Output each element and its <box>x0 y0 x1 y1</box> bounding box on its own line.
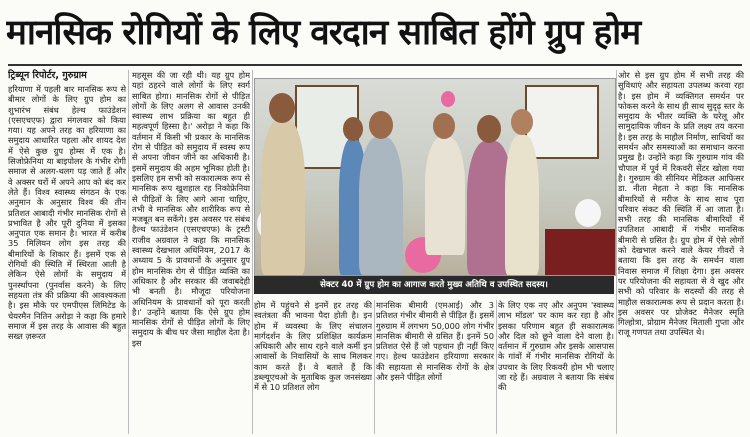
event-photo <box>254 78 616 276</box>
person-head <box>433 113 455 139</box>
column-divider <box>496 300 497 434</box>
article-column-1: हरियाणा में पहली बार मानसिक रूप से बीमार लोगों के लिए ग्रुप होम का शुभारंभ संबंध हेल्थ फाउंडेशन (एसएचएफ) द्वारा मंगलवार को किया गया। यह अपने तरह का हरियाणा का समुदाय आधारित पहला और शायद देश में ऐसे कुछ ग्रुप होम्स में एक है। सिजोफ्रेनिया या बाइपोलर के गंभीर रोगी समाज से अलग-थलग पड़ जाते हैं और वे अक्सर घरों में अपने आप को बंद कर लेते हैं। विश्व स्वास्थ्य संगठन के एक अनुमान के अनुसार विश्व की तीन प्रतिशत आबादी गंभीर मानसिक रोगों से प्रभावित है और पूरी दुनिया में इसका अनुपात एक समान है। भारत में करीब 35 मिलियन लोग इस तरह की बीमारियों के शिकार हैं। इसमें एक से रोगियों की स्थिति में स्थिरता आती है लेकिन ऐसे लोगों के समुदाय में पुनर्स्थापना (पुनर्वास करने) के लिए सहयता तंत्र की प्रक्रिया की आवश्यकता है। इस मौके पर एमपीएस लिमिटेड के चेयरमैन नितिन अरोड़ा ने कहा कि हमारे समाज में इस तरह के आवास की बहुत सख्त ज़रूरत <box>8 84 126 342</box>
person-head <box>477 115 501 143</box>
balloon-shape <box>441 91 455 107</box>
article-column-6: ओर से इस ग्रुप होम में सभी तरह की सुविधाएं और सहायता उपलब्ध करवा रहा है। इस होम में व्यक्तिगत समर्थन पर फोकस करने के साथ ही साथ सुदृढ़ स्तर के समुदाय के भीतर व्यक्ति के घरेलू और सामुदायिक जीवन के प्रति लक्ष्य तय करना है। इस तरह के माहौल निर्माण, साथियों का समर्थन और समस्याओं का समाधान करना प्रमुख है। उन्होंने कहा कि गुरुग्राम गांव की चौपाल में पूर्व में रिकवरी सेंटर खोला गया है। गुरुग्राम की सीनियर मेडिकल आफिसर डा. नीता मेहता ने कहा कि मानसिक बीमारियों से मरीज के साथ साथ पूरा परिवार संकट की स्थिति में आ जाता है। सभी तरह की मानसिक बीमारियों में उपतिशत आबादी में गंभीर मानसिक बीमारी से ग्रसित है। ग्रुप होम में ऐसे लोगों को देखभाल करने वाले केयर गीवरों ने बताया कि इस तरह के समर्थन वाला निवास समाज में शिक्षा देगा। इस अवसर पर परियोजना की सहायता से वे खुद और सभी को परिवार के सदस्यों की तरह से माहौल सकारात्मक रूप से प्रदान करता है। इस अवसर पर प्रोजेक्ट मैनेजर स्मृति गिल्होत्रा, प्रोग्राम मैनेजर मिताली गुप्ता और राजू गणपत तथा उपस्थित थे। <box>618 70 744 338</box>
person-head <box>369 111 393 139</box>
balloon-shape <box>575 199 601 227</box>
person-figure <box>261 119 305 275</box>
column-divider <box>252 70 253 434</box>
person-head <box>343 117 363 141</box>
window-shape <box>525 85 599 159</box>
article-column-3: होम में पहुंचने से इनमें हर तरह की स्वतंत्रता की भावना पैदा होती है। इन होम में व्यवस्था के लिए संचालन मार्गदर्शन के लिए प्रशिक्षित कार्यक्रम अधिकारी और साथ रहने वाले कर्मी इन आवासों के निवासियों के साथ मिलकर काम करते हैं। वे बताते हैं कि डब्ल्यूएचओ के मुताबिक कुल जनसंख्या में से 10 प्रतिशत लोग <box>254 300 372 393</box>
byline: ट्रिब्यून रिपोर्टर, गुरुग्राम <box>8 70 87 81</box>
column-divider <box>128 70 129 434</box>
article-column-2: महसूस की जा रही थी। यह ग्रुप होम यहां ठहरने वाले लोगों के लिए स्वर्ग साबित होगा। मानसिक रोगों से पीड़ित लोगों के लिए अलग से आवास उनकी स्वास्थ्य लाभ प्रक्रिया का बहुत ही महत्वपूर्ण हिस्सा है।' अरोड़ा ने कहा कि वर्तमान में किसी भी प्रकार के मानसिक रोग से पीड़ित को समुदाय में स्वस्थ रूप से अपना जीवन जीने का अधिकारी है। इसमें समुदाय की अहम भूमिका होती है। इसलिए हम सभी को सकारात्मक रूप से मानसिक रूप खुशहाल रह निकोफ्रेनिया से पीड़ितों के लिए आगे आना चाहिए, तभी वे मानसिक और शारीरिक रूप से मजबूत बन सकेंगे। इस अवसर पर संबंध हैल्थ फाउंडेशन (एसएचएफ) के ट्रस्टी राजीव अग्रवाल ने कहा कि मानसिक स्वास्थ्य देखभाल अधिनियम, 2017 के अध्याय 5 के प्रावधानों के अनुसार ग्रुप होम मानसिक रोग से पीड़ित व्यक्ति का अधिकार है और सरकार की जवाबदेही भी बनती है। मौजूदा परियोजना अधिनियम के प्रावधानों को पूरा करती है।' उन्होंने बताया कि ऐसे ग्रुप होम मानसिक रोगों से पीड़ित लोगों के लिए समुदाय के बीच घर जैसा माहौल देता है। इस <box>132 70 250 348</box>
article-column-4: मानसिक बीमारी (एमआई) और 3 प्रतिशत गंभीर बीमारी से पीड़ित हैं। इसमें गुरुग्राम में लगभग 50,000 लोग गंभीर मानसिक बीमारी से ग्रसित हैं। इनमें 50 प्रतिशत ऐसे हैं जो पहचान ही नहीं किए गए। हेल्थ फाउंडेशन हरियाणा सरकार की सहायता से मानसिक रोगों के क्षेत्र और इसने पीड़ित लोगों <box>376 300 494 383</box>
headline: मानसिक रोगियों के लिए वरदान साबित होंगे ग्रुप होम <box>6 13 641 53</box>
table-shape <box>545 229 615 275</box>
person-head <box>269 93 295 123</box>
photo-caption: सेक्टर 40 में ग्रुप होम का आगाज करते मुख्य अतिथि व उपस्थित सदस्य। <box>254 276 614 294</box>
headline-rule <box>8 64 742 66</box>
column-divider <box>616 70 617 434</box>
person-figure <box>359 137 403 275</box>
person-figure <box>505 135 539 275</box>
column-divider <box>374 300 375 434</box>
person-figure <box>425 137 465 255</box>
person-head <box>511 109 533 135</box>
article-column-5: के लिए एक नए और अनुपम 'स्वास्थ्य लाभ मॉडल' पर काम कर रहा है और इसका परिणाम बहुत ही सकारात्मक और दिल को छूने वाला देने वाला है। वर्तमान में गुरुग्राम और इसके आसपास के गांवों में गंभीर मानसिक रोगियों के उपचार के लिए रिकवरी होम भी चलाए जा रहे हैं। अग्रवाल ने बताया कि संबंध की <box>498 300 614 393</box>
